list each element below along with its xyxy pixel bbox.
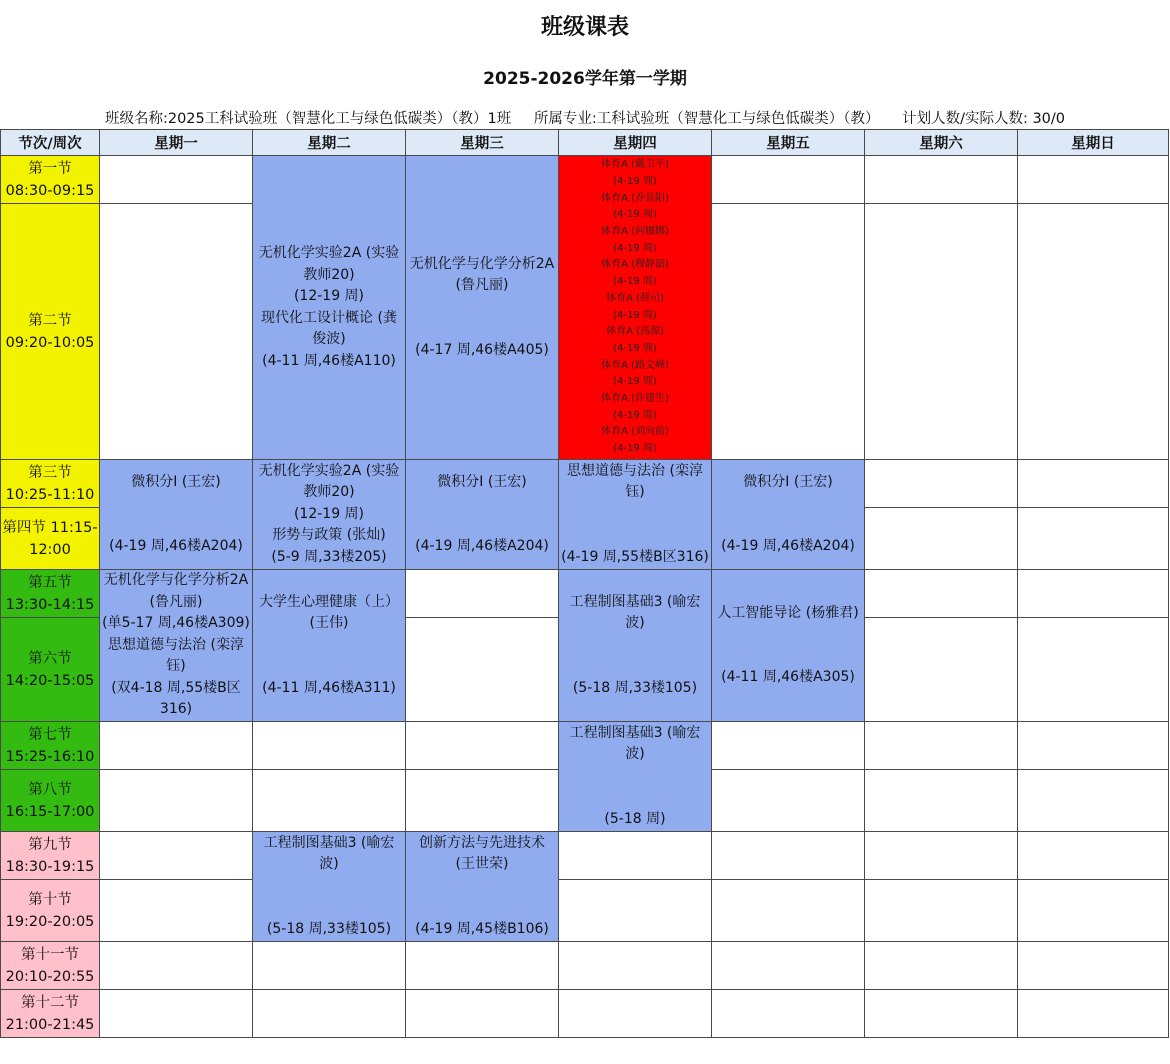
semester-subtitle: 2025-2026学年第一学期: [483, 69, 687, 89]
empty-cell: [100, 880, 253, 942]
period-label: [1, 204, 100, 460]
course-cell[interactable]: [406, 156, 559, 460]
empty-cell: [712, 204, 865, 460]
header-day: 星期四: [559, 130, 712, 156]
course-line: 大学生心理健康（上）: [259, 593, 399, 610]
class-info: [0, 107, 1170, 128]
empty-cell: [1018, 942, 1169, 990]
course-line: (4-19 周,55楼B区316): [561, 548, 709, 565]
course-line: 微积分I (王宏): [131, 473, 221, 490]
course-line: 波): [319, 856, 339, 873]
period-name: 第十节: [28, 891, 72, 908]
period-time: 18:30-19:15: [5, 858, 95, 875]
timetable: [0, 129, 1169, 1038]
course-line: [406, 493, 558, 515]
period-name: 第八节: [28, 781, 72, 798]
pe-name: 体育A (何娜娜): [601, 225, 669, 237]
course-cell[interactable]: [406, 832, 559, 942]
pe-name: 体育A (路文峰): [601, 359, 669, 371]
course-line: 无机化学与化学分析2A: [103, 572, 249, 589]
empty-cell: [1018, 832, 1169, 880]
empty-cell: [1018, 618, 1169, 722]
course-cell[interactable]: [253, 570, 406, 722]
course-cell[interactable]: [253, 832, 406, 942]
course-line: [712, 493, 864, 515]
period-row: [1, 460, 1169, 508]
conflict-course-cell[interactable]: [559, 156, 712, 460]
empty-cell: [406, 618, 559, 722]
empty-cell: [100, 156, 253, 204]
course-line: 316): [159, 701, 193, 718]
period-time: 15:25-16:10: [5, 748, 95, 765]
empty-cell: [253, 722, 406, 770]
empty-cell: [712, 990, 865, 1038]
course-line: [712, 515, 864, 537]
course-line: [406, 297, 558, 319]
empty-cell: [865, 832, 1018, 880]
pe-entry: [559, 324, 711, 357]
course-line: [100, 515, 252, 537]
pe-name: 体育A (穆静韶): [601, 259, 669, 271]
period-time: 08:30-09:15: [5, 182, 95, 199]
pe-entry: [559, 424, 711, 457]
course-line: 工程制图基础3 (喻宏: [569, 593, 701, 610]
course-line: (4-19 周,46楼A204): [109, 538, 243, 554]
pe-entry: [559, 291, 711, 324]
course-line: (4-19 周,46楼A204): [415, 538, 549, 554]
course-line: [559, 504, 711, 526]
course-line: 无机化学实验2A (实验: [258, 245, 400, 261]
pe-weeks: (4-19 周): [613, 342, 657, 354]
pe-weeks: (4-19 周): [613, 276, 657, 288]
pe-weeks: (4-19 周): [613, 309, 657, 321]
course-line: (鲁凡丽): [149, 593, 203, 610]
empty-cell: [100, 832, 253, 880]
course-line: 人工智能导论 (杨雅君): [717, 604, 859, 621]
empty-cell: [559, 880, 712, 942]
course-cell[interactable]: [253, 156, 406, 460]
course-line: [100, 493, 252, 515]
empty-cell: [1018, 570, 1169, 618]
period-name: 第五节: [28, 574, 72, 591]
period-name: 第一节: [28, 160, 72, 177]
empty-cell: [865, 570, 1018, 618]
pe-name: 体育A (刘向前): [601, 426, 669, 438]
empty-cell: [865, 156, 1018, 204]
period-label: [1, 990, 100, 1038]
course-line: (12-19 周): [293, 505, 365, 522]
course-cell[interactable]: [559, 460, 712, 570]
empty-cell: [712, 156, 865, 204]
pe-name: 体育A (乔景阳): [601, 192, 669, 204]
course-line: (4-11 周,46楼A305): [721, 669, 855, 685]
pe-name: 体育A (薛司): [606, 292, 664, 304]
empty-cell: [1018, 508, 1169, 570]
course-line: 波): [625, 615, 645, 632]
course-line: [253, 656, 405, 678]
pe-name: 体育A (许建生): [601, 393, 669, 405]
header-row: [1, 130, 1169, 156]
empty-cell: [100, 770, 253, 832]
period-time: 13:30-14:15: [5, 596, 95, 613]
course-line: [406, 876, 558, 898]
course-cell[interactable]: [100, 570, 253, 722]
period-row: [1, 570, 1169, 618]
empty-cell: [100, 990, 253, 1038]
empty-cell: [865, 722, 1018, 770]
period-time: 09:20-10:05: [5, 334, 95, 351]
course-line: [406, 515, 558, 537]
period-label: [1, 508, 100, 570]
empty-cell: [406, 770, 559, 832]
empty-cell: [100, 942, 253, 990]
period-time: 21:00-21:45: [5, 1016, 95, 1033]
period-label: [1, 618, 100, 722]
empty-cell: [1018, 770, 1169, 832]
class-name: 班级名称:2025工科试验班（智慧化工与绿色低碳类）（教）1班: [104, 111, 512, 127]
empty-cell: [865, 508, 1018, 570]
course-line: (双4-18 周,55楼B区: [111, 679, 241, 696]
period-label: [1, 832, 100, 880]
course-line: [559, 766, 711, 788]
course-line: (12-19 周): [293, 288, 365, 304]
period-label: [1, 880, 100, 942]
pe-weeks: (4-19 周): [613, 409, 657, 421]
empty-cell: [712, 722, 865, 770]
pe-name: 体育A (戴卫平): [601, 159, 669, 171]
pe-entry: [559, 224, 711, 257]
course-line: 思想道德与法治 (栾淳: [567, 462, 703, 479]
empty-cell: [865, 460, 1018, 508]
course-line: 形势与政策 (张灿): [272, 527, 386, 544]
course-line: [712, 624, 864, 646]
empty-cell: [865, 990, 1018, 1038]
course-line: (5-18 周,33楼105): [572, 679, 698, 696]
course-line: [253, 635, 405, 657]
pe-entry: [559, 157, 711, 190]
period-row: [1, 722, 1169, 770]
course-line: 创新方法与先进技术: [419, 834, 545, 851]
empty-cell: [559, 990, 712, 1038]
header-day: 星期五: [712, 130, 865, 156]
empty-cell: [406, 722, 559, 770]
period-row: [1, 156, 1169, 204]
empty-cell: [865, 880, 1018, 942]
empty-cell: [1018, 204, 1169, 460]
header-day: 星期一: [100, 130, 253, 156]
course-line: (4-11 周,46楼A110): [262, 352, 396, 369]
course-line: [559, 525, 711, 547]
course-line: [406, 897, 558, 919]
course-cell[interactable]: [100, 460, 253, 570]
period-label: [1, 570, 100, 618]
empty-cell: [253, 990, 406, 1038]
empty-cell: [406, 570, 559, 618]
empty-cell: [865, 770, 1018, 832]
course-line: (4-19 周,45楼B106): [415, 920, 549, 937]
empty-cell: [865, 618, 1018, 722]
course-line: 教师20): [303, 266, 355, 283]
course-line: 思想道德与法治 (栾淳: [108, 636, 244, 653]
course-cell[interactable]: [406, 460, 559, 570]
period-time: 20:10-20:55: [5, 968, 95, 985]
empty-cell: [712, 832, 865, 880]
course-line: (5-18 周): [604, 810, 666, 827]
period-time: 10:25-11:10: [5, 486, 95, 503]
course-cell[interactable]: [559, 722, 712, 832]
period-label: [1, 942, 100, 990]
empty-cell: [559, 942, 712, 990]
pe-entry: [559, 257, 711, 290]
course-line: [712, 646, 864, 668]
course-line: (5-9 周,33楼205): [271, 548, 387, 565]
empty-cell: [253, 942, 406, 990]
course-line: [559, 656, 711, 678]
empty-cell: [865, 204, 1018, 460]
pe-weeks: (4-19 周): [613, 242, 657, 254]
course-line: 微积分I (王宏): [743, 473, 833, 490]
empty-cell: [1018, 990, 1169, 1038]
period-name: 第十二节: [21, 994, 79, 1011]
course-line: [559, 635, 711, 657]
empty-cell: [1018, 156, 1169, 204]
course-line: 教师20): [303, 484, 355, 501]
course-cell[interactable]: [559, 570, 712, 722]
empty-cell: [1018, 880, 1169, 942]
pe-entry: [559, 358, 711, 391]
course-cell[interactable]: [712, 570, 865, 722]
pe-entry: [559, 391, 711, 424]
course-line: (4-11 周,46楼A311): [262, 679, 396, 696]
period-name: 第六节: [28, 650, 72, 667]
period-row: [1, 880, 1169, 942]
course-line: 无机化学实验2A (实验: [258, 462, 400, 479]
header-day: 星期六: [865, 130, 1018, 156]
course-line: [559, 787, 711, 809]
page-title: 班级课表: [540, 15, 629, 40]
period-row: [1, 832, 1169, 880]
empty-cell: [1018, 460, 1169, 508]
course-line: 微积分I (王宏): [437, 473, 527, 490]
empty-cell: [253, 770, 406, 832]
course-line: 工程制图基础3 (喻宏: [569, 724, 701, 741]
empty-cell: [406, 942, 559, 990]
course-line: [406, 318, 558, 340]
course-line: [253, 876, 405, 898]
period-time: 16:15-17:00: [5, 803, 95, 820]
header-corner: 节次/周次: [1, 130, 100, 156]
period-name: 第三节: [28, 464, 72, 481]
course-line: 现代化工设计概论 (龚: [261, 309, 397, 326]
course-line: (王伟): [309, 615, 349, 632]
period-name: 第九节: [28, 836, 72, 853]
period-label: [1, 770, 100, 832]
course-cell[interactable]: [253, 460, 406, 570]
course-line: 波): [625, 746, 645, 763]
course-line: [253, 897, 405, 919]
course-line: 钰): [625, 484, 645, 501]
pe-weeks: (4-19 周): [613, 376, 657, 388]
empty-cell: [865, 942, 1018, 990]
course-line: (鲁凡丽): [455, 277, 509, 294]
course-line: 无机化学与化学分析2A: [409, 255, 555, 272]
period-label: [1, 722, 100, 770]
period-name: 第四节 11:15-: [2, 519, 98, 536]
period-time: 14:20-15:05: [5, 672, 95, 689]
period-label: [1, 156, 100, 204]
course-line: (4-17 周,46楼A405): [415, 341, 549, 358]
empty-cell: [1018, 722, 1169, 770]
major: 所属专业:工科试验班（智慧化工与绿色低碳类）（教）: [533, 111, 880, 127]
period-name: 第七节: [28, 726, 72, 743]
empty-cell: [712, 880, 865, 942]
empty-cell: [100, 204, 253, 460]
empty-cell: [712, 942, 865, 990]
period-time: 19:20-20:05: [5, 913, 95, 930]
header-day: 星期二: [253, 130, 406, 156]
pe-weeks: (4-19 周): [613, 209, 657, 221]
pe-name: 体育A (高源): [606, 326, 664, 338]
empty-cell: [406, 990, 559, 1038]
empty-cell: [559, 832, 712, 880]
header-day: 星期三: [406, 130, 559, 156]
period-time: 12:00: [29, 541, 71, 558]
empty-cell: [100, 722, 253, 770]
course-line: (5-18 周,33楼105): [266, 920, 392, 937]
period-name: 第二节: [28, 312, 72, 329]
student-count: 计划人数/实际人数: 30/0: [902, 111, 1066, 127]
pe-entry: [559, 191, 711, 224]
course-line: (单5-17 周,46楼A309): [102, 615, 250, 632]
pe-weeks: (4-19 周): [613, 443, 657, 455]
course-line: 钰): [166, 658, 186, 675]
header-day: 星期日: [1018, 130, 1169, 156]
course-line: (4-19 周,46楼A204): [721, 538, 855, 554]
period-label: [1, 460, 100, 508]
period-name: 第十一节: [21, 946, 79, 963]
period-row: [1, 942, 1169, 990]
empty-cell: [712, 770, 865, 832]
course-line: 工程制图基础3 (喻宏: [263, 834, 395, 851]
period-row: [1, 990, 1169, 1038]
course-line: (王世荣): [455, 856, 509, 873]
pe-weeks: (4-19 周): [613, 175, 657, 187]
course-cell[interactable]: [712, 460, 865, 570]
course-line: 俊波): [312, 331, 346, 347]
